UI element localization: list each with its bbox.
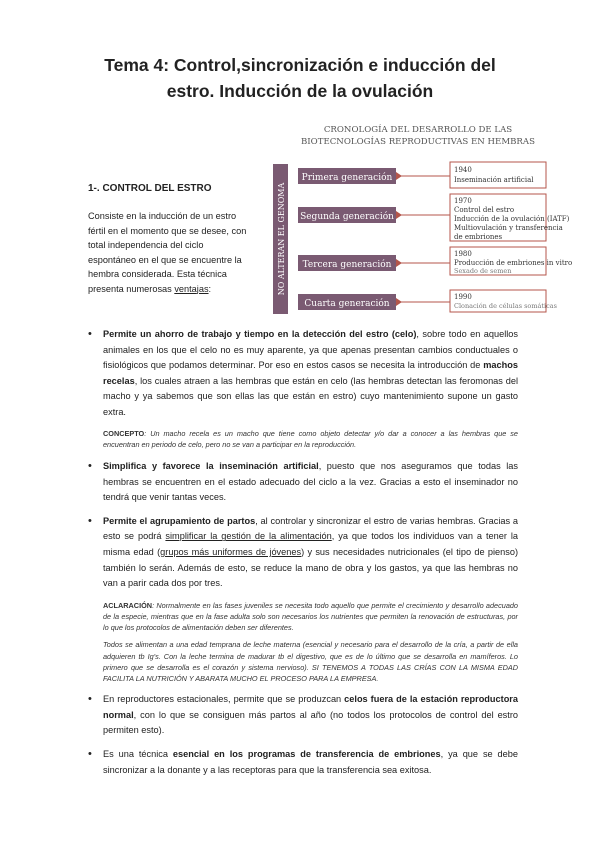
bullet-3-text-1: , al controlar y sincronizar el estro de varias hembras. Gracias a esto se podrá — [103, 515, 519, 542]
section-heading: 1-. CONTROL DEL ESTRO — [88, 183, 212, 194]
bullet-3 — [88, 514, 518, 592]
bullet-1-text-1: , sobre todo en aquellos animales en los que el celo no es muy aparente, ya que apenas presentan cambios conductuales o fisiológicos que podamos determinar. Por eso en estos casos se necesita la introducción de — [103, 329, 519, 371]
arrow-2 — [396, 211, 402, 219]
bullet-3-underline-2: grupos más uniformes de jóvenes — [160, 546, 302, 557]
bullet-5-text-2: , ya que se debe sincronizar a la donante y a las receptoras para que la transferencia sea exitosa. — [103, 748, 518, 775]
intro-line-3: total independencia del ciclo — [88, 240, 204, 250]
arrow-1 — [396, 172, 402, 180]
generation-3-label: Tercera generación — [302, 260, 392, 270]
generation-4-label: Cuarta generación — [304, 299, 390, 309]
figure-title-line-1: CRONOLOGÍA DEL DESARROLLO DE LAS — [323, 125, 513, 135]
title-line-2: estro. Inducción de la ovulación — [166, 81, 434, 101]
bullet-1 — [88, 327, 518, 421]
note-concepto — [88, 428, 518, 450]
bullet-4 — [88, 692, 518, 739]
info-2-line-2: Inducción de la ovulación (IATF) — [454, 215, 570, 223]
note-concepto-label: CONCEPTO — [103, 428, 145, 438]
bullet-1-bold-2: machos recelas — [103, 360, 518, 386]
bullet-2 — [88, 459, 518, 506]
arrow-3 — [396, 259, 402, 267]
info-2-line-3: Multiovulación y transferencia — [454, 224, 563, 232]
info-2-line-4: de embriones — [454, 233, 503, 241]
intro-line-4: espontáneo en el que se encuentre la — [88, 254, 242, 265]
bullet-1-bold: Permite un ahorro de trabajo y tiempo en la detección del estro (celo) — [103, 329, 417, 339]
intro-line-6 — [88, 282, 268, 297]
intro-line-5: hembra considerada. Esta técnica — [88, 269, 227, 279]
intro-line-6-a: presenta numerosas — [88, 283, 175, 294]
info-2-line-1: Control del estro — [454, 206, 515, 214]
intro-line-1: Consiste en la inducción de un estro — [88, 211, 237, 221]
info-4-year: 1990 — [454, 293, 472, 301]
note-alimentacion: Todos se alimentan a una edad temprana de leche materna (esencial y necesario para el desarrollo de la cría, a partir de ella adquieren tb Ig's. Con la leche termina de madurar tb el digestivo, que es de lo último que se desarrolla en mamíferos. Lo primero que se desarrolla es el corazón y sistema nervioso). SI TENEMOS A TODAS LAS CRÍAS CON LA MISMA EDAD FACILITA LA NUTRICIÓN Y ABARATA MUCHO EL PROCESO PARA LA EMPRESA. — [103, 640, 518, 683]
bullet-5-bold: esencial en los programas de transferencia de embriones — [172, 748, 441, 759]
advantages-list — [88, 327, 518, 778]
bullet-3-text-2: , ya que todos los individuos van a tener la misma edad ( — [103, 531, 518, 557]
info-3-line-2: Sexado de semen — [454, 267, 512, 275]
arrow-4 — [396, 298, 402, 306]
intro-ventajas: ventajas — [174, 283, 209, 294]
title-line-1: Tema 4: Control,sincronización e inducción del — [104, 55, 496, 75]
side-label: NO ALTERAN EL GENOMA — [277, 182, 286, 296]
bullet-4-text-2: , con lo que se consiguen más partos al año (no todos los protocolos de control del estro permiten esto). — [103, 709, 518, 736]
info-2-year: 1970 — [454, 197, 472, 205]
note-aclaracion-label: ACLARACIÓN — [103, 600, 153, 610]
bullet-2-bold: Simplifica y favorece la inseminación artificial — [103, 460, 319, 471]
intro-line-6-c: : — [208, 283, 212, 294]
info-1-line-1: Inseminación artificial — [454, 176, 534, 184]
generation-1-label: Primera generación — [301, 173, 393, 183]
note-aclaracion-text: : Normalmente en las fases juveniles se necesita todo aquello que permite el crecimiento y desarrollo adecuado de la especie, mientras que en la fase adulta solo son necesarios los nutrientes que permiten la renovación de estructuras, por lo que los protocolos de alimentación deben ser diferentes. — [103, 600, 518, 633]
info-3-year: 1980 — [454, 250, 472, 258]
figure-title-line-2: BIOTECNOLOGÍAS REPRODUCTIVAS EN HEMBRAS — [300, 137, 536, 147]
info-1-year: 1940 — [454, 166, 472, 174]
bullet-3-underline-1: simplificar la gestión de la alimentación — [165, 531, 332, 542]
bullet-5 — [88, 747, 518, 778]
generation-2-label: Segunda generación — [300, 212, 394, 222]
note-concepto-text: : Un macho recela es un macho que tiene como objeto detectar y/o dar a conocer a las hembras que se encuentran en periodo de celo, pero no se van a participar en la reproducción. — [103, 428, 518, 449]
info-3-line-1: Producción de embriones in vitro — [454, 259, 573, 267]
note-aclaracion — [88, 600, 518, 634]
info-4-line-1: Clonación de células somáticas — [454, 302, 557, 310]
bullet-4-text-1: En reproductores estacionales, permite que se produzcan — [103, 694, 345, 705]
bullet-1-text-2: , los cuales atraen a las hembras que están en celo (las hembras detectan las feromonas del macho y ya sabemos que son ellas las que están en estro) cuyo mantenimiento supone un gasto extra. — [103, 375, 518, 417]
intro-line-2: fértil en el momento que se desee, con — [88, 225, 247, 236]
section-intro — [88, 209, 268, 296]
bullet-3-bold: Permite el agrupamiento de partos — [103, 515, 256, 526]
bullet-5-text-1: Es una técnica — [103, 748, 173, 759]
bullet-4-bold: celos fuera de la estación reproductora normal — [103, 694, 518, 720]
bullet-2-text: , puesto que nos aseguramos que todas las hembras se encuentren en el estado adecuado del ciclo a la vez. Gracias a esto el inseminador no tendrá que venir tantas veces. — [103, 460, 518, 503]
bullet-3-text-3: ) y sus necesidades nutricionales (el tipo de pienso) también lo serán. Además de esto, se reduce la mano de obra y los gastos, ya que las hembras no van a parir cada dos por tres. — [103, 546, 519, 589]
